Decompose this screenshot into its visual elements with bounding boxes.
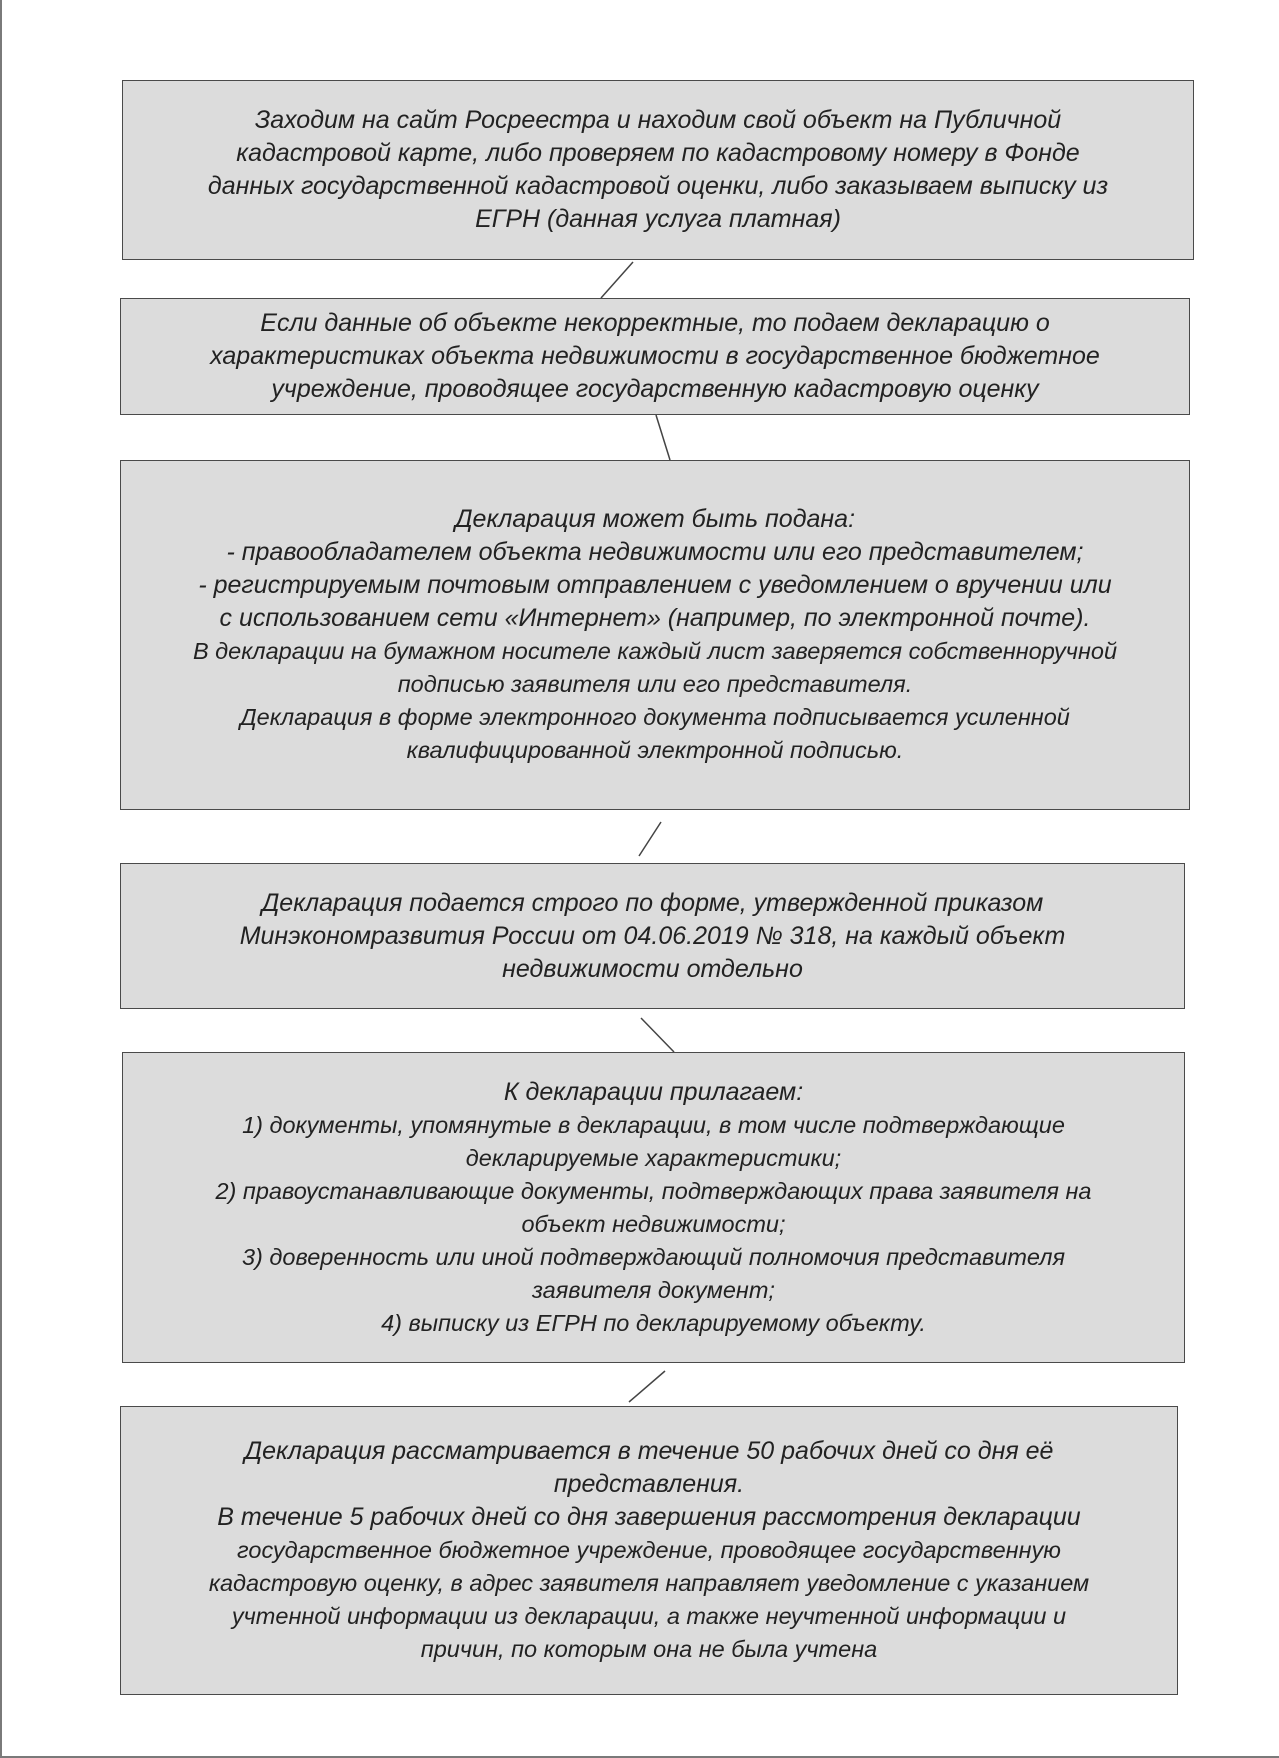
flow-step-4-box [120,863,1185,1009]
flow-step-5-box [122,1052,1185,1363]
step-2-line-3: учреждение, проводящее государственную кадастровую оценку [271,375,1039,403]
step-5-line-4: 2) правоустанавливающие документы, подтверждающих права заявителя на [215,1177,1092,1204]
step-3-line-3: - регистрируемым почтовым отправлением с уведомлением о вручении или [198,571,1112,599]
step-1-line-2: кадастровой карте, либо проверяем по кадастровому номеру в Фонде [236,139,1080,167]
step-5-line-6: 3) доверенность или иной подтверждающий полномочия представителя [241,1243,1066,1270]
connector-1-2 [601,262,633,298]
step-5-line-7: заявителя документ; [532,1276,775,1303]
connector-2-3 [656,415,670,460]
flow-step-1-box [122,80,1194,260]
connector-4-5 [641,1018,674,1052]
step-6-line-5: кадастровую оценку, в адрес заявителя направляет уведомление с указанием [208,1570,1090,1596]
step-5-line-3: декларируемые характеристики; [465,1144,842,1171]
step-3-line-5: В декларации на бумажном носителе каждый лист заверяется собственноручной [192,638,1118,664]
step-1-line-4: ЕГРН (данная услуга платная) [475,205,841,233]
step-3-line-1: Декларация может быть подана: [454,505,856,533]
flow-step-6-box [120,1406,1178,1695]
step-5-line-1: К декларации прилагаем: [503,1077,804,1106]
step-3-line-7: Декларация в форме электронного документа подписывается усиленной [240,704,1070,730]
connector-3-4 [639,822,661,856]
step-6-line-1: Декларация рассматривается в течение 50 рабочих дней со дня её [244,1437,1054,1465]
step-3-line-2: - правообладателем объекта недвижимости или его представителем; [226,538,1084,566]
step-1-line-1: Заходим на сайт Росреестра и находим свой объект на Публичной [254,106,1062,134]
step-5-line-8: 4) выписку из ЕГРН по декларируемому объекту. [381,1309,926,1336]
connector-5-6 [629,1371,665,1402]
step-4-line-2: Минэкономразвития России от 04.06.2019 № 318, на каждый объект [239,921,1066,950]
step-3-line-8: квалифицированной электронной подписью. [406,737,904,763]
step-2-line-2: характеристиках объекта недвижимости в государственное бюджетное [210,342,1100,370]
step-2-line-1: Если данные об объекте некорректные, то подаем декларацию о [260,309,1050,337]
step-5-line-2: 1) документы, упомянутые в декларации, в том числе подтверждающие [242,1111,1065,1138]
step-3-line-4: с использованием сети «Интернет» (например, по электронной почте). [219,604,1091,632]
step-4-line-3: недвижимости отдельно [502,954,803,983]
step-3-line-6: подписью заявителя или его представителя. [397,671,913,697]
step-6-line-6: учтенной информации из декларации, а также неучтенной информации и [231,1603,1067,1629]
step-6-line-7: причин, по которым она не была учтена [420,1636,878,1662]
step-6-line-4: государственное бюджетное учреждение, проводящее государственную [237,1537,1061,1563]
step-6-line-2: представления. [553,1470,745,1498]
step-5-line-5: объект недвижимости; [521,1210,786,1237]
flow-step-3-box [120,460,1190,810]
step-6-line-3: В течение 5 рабочих дней со дня завершения рассмотрения декларации [217,1503,1081,1531]
flow-step-2-box [120,298,1190,415]
step-4-line-1: Декларация подается строго по форме, утвержденной приказом [261,888,1044,917]
step-1-line-3: данных государственной кадастровой оценки, либо заказываем выписку из [207,172,1109,200]
